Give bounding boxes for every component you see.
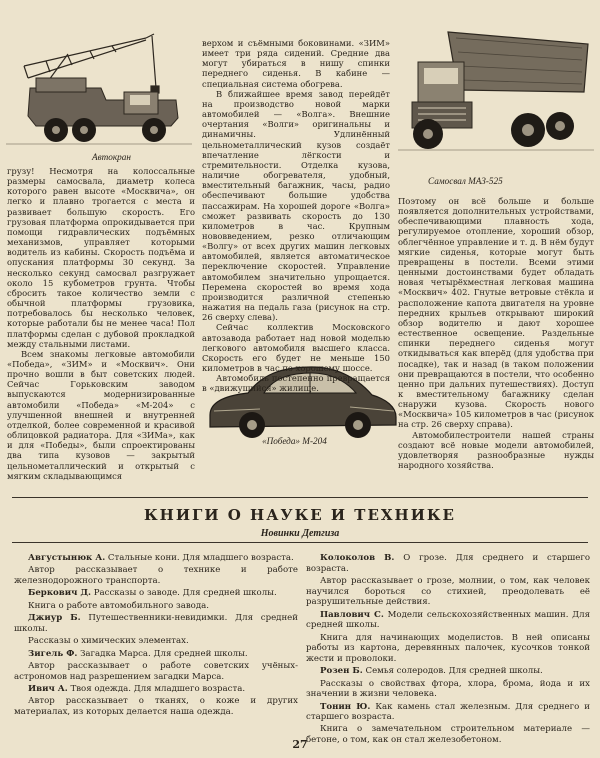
book-entry: Автор рассказывает о тканях, о коже и других материалах, из которых делается наша одежда.	[14, 696, 298, 717]
book-entry: Автор рассказывает о грозе, молнии, о том, как человек научился бороться со стихией, преодолевать её разрушительные действия.	[306, 575, 590, 608]
book-list-left	[14, 553, 298, 719]
paragraph: Всем знакомы легковые автомобили «Победа», «ЗИМ» и «Москвич». Они прочно вошли в быт советских людей. Сейчас Горьковским заводом выпускаются модернизированные автомобили «Победа» «М-204» с улучшенной внешней и внутренней отделкой, более современной и красивой облицовкой радиатора. Для «ЗИМа», как и для «Победы», были спроектированы два типа кузовов — закрытый цельнометаллический и открытый с мягким складывающимся	[7, 348, 195, 481]
paragraph: Автомобилестроители нашей страны создают всё новые модели автомобилей, удовлетворяя разнообразные нужды народного хозяйства.	[398, 429, 594, 471]
crane-illustration	[6, 26, 192, 171]
book-author: Павлович С.	[320, 609, 384, 620]
article-column-3	[398, 196, 594, 470]
article-column-1	[7, 166, 195, 481]
book-entry: Розен Б. Семья солеродов. Для средней школы.	[320, 666, 543, 677]
paragraph: Автомобиль постепенно превращается в «движущийся» жилище.	[202, 373, 390, 394]
book-entry: Колоколов В. О грозе. Для среднего и старшего возраста.	[306, 553, 590, 574]
pobeda-caption: «Победа» М-204	[262, 436, 327, 446]
book-author: Августынюк А.	[28, 553, 106, 563]
dumper-caption: Самосвал МАЗ-525	[428, 176, 503, 186]
paragraph: В ближайшее время завод перейдёт на производство новой марки автомобилей — «Волга». Внешние очертания «Волги» оригинальны и динамичны. Удлинённый цельнометаллический кузов создаёт впечатление лёгкости и стремительности. Отделка кузова, наличие обогревателя, удобный, вместительный багажник, часы, радио обеспечивают большие удобства пассажирам. На хорошей дороге «Волга» сможет развивать скорость до 130 километров в час. Крупным нововведением, резко отличающим «Волгу» от всех других машин легковых автомобилей, является автоматическое переключение скоростей. Управление автомобилем значительно упрощается. Перемена скоростей во время хода производится различной степенью нажатия на педаль газа (рисунок на стр. 26 сверху слева).	[202, 88, 390, 323]
book-entry: Автор рассказывает о технике и работе железнодорожного транспорта.	[14, 565, 298, 586]
book-author: Беркович Д.	[28, 588, 92, 599]
paragraph: Сейчас коллектив Московского автозавода работает над новой моделью легкового автомобиля высшего класса. Скорость его будет не меньше 150 километров в час по хорошему шоссе.	[202, 322, 390, 373]
page-number: 27	[292, 738, 308, 751]
paragraph: верхом и съёмными боковинами. «ЗИМ» имеет три ряда сидений. Средние два могут убираться в нишу спинки переднего сиденья. В кабине — специальная система обогрева.	[202, 38, 390, 89]
book-entry: Книга для начинающих моделистов. В ней описаны работы из картона, деревянных палочек, кусочков тонкой жести и проволоки.	[306, 632, 590, 664]
section-subtitle: Новинки Детгиза	[260, 528, 340, 539]
book-entry: Беркович Д. Рассказы о заводе. Для средней школы.	[28, 588, 277, 599]
paragraph: Поэтому он всё больше и больше появляется дополнительных устройствами, обеспечивающими плавность хода, регулируемое отопление, хороший обзор, облегчённое управление и т. д. В нём будут мягкие сиденья, которые могут быть превращены в постели. Всеми этими ценными достоинствами будет обладать новая четырёхместная легковая машина «Москвич» 402. Гнутые ветровые стёкла и расположение капота двигателя на уровне передних крыльев открывают широкий обзор водителю и дают хорошее естественное освещение. Раздельные спинки переднего сиденья могут откидываться как вперёд (для удобства при посадке), так и назад (в таком положении они превращаются в постели, что особенно ценно при дальних путешествиях). Доступ к вместительному багажнику сделан снаружи кузова. Скорость нового «Москвича» 105 километров в час (рисунок на стр. 26 сверху справа).	[398, 196, 594, 430]
book-author: Тонин Ю.	[320, 701, 371, 712]
article-column-2	[202, 38, 390, 393]
book-entry: Автор рассказывает о работе советских учёных-астрономов над разрешением загадки Марса.	[14, 660, 298, 682]
dump-truck-illustration	[398, 22, 594, 160]
book-entry: Августынюк А. Стальные кони. Для младшего возраста.	[28, 553, 294, 563]
book-author: Джиур Б.	[28, 613, 81, 624]
crane-caption: Автокран	[92, 152, 131, 162]
book-entry: Тонин Ю. Как камень стал железным. Для среднего и старшего возраста.	[306, 701, 590, 723]
book-author: Зигель Ф.	[28, 648, 78, 659]
book-entry: Павлович С. Модели сельскохозяйственных машин. Для средней школы.	[306, 609, 591, 631]
book-author: Ивич А.	[28, 683, 68, 694]
book-entry: Книга о замечательном строительном материале — бетоне, о том, как он стал железобетоном.	[306, 724, 590, 746]
section-title: КНИГИ О НАУКЕ И ТЕХНИКЕ	[144, 506, 456, 524]
book-entry: Рассказы о свойствах фтора, хлора, брома, йода и их значении в жизни человека.	[306, 678, 590, 700]
book-entry: Ивич А. Твоя одежда. Для младшего возраста.	[28, 683, 246, 694]
book-entry: Зигель Ф. Загадка Марса. Для средней школы.	[28, 648, 248, 659]
book-author: Колоколов В.	[320, 553, 395, 563]
book-entry: Джиур Б. Путешественники-невидимки. Для средней школы.	[14, 613, 298, 634]
book-entry: Книга о работе автомобильного завода.	[28, 600, 209, 611]
section-rule-bottom	[12, 542, 588, 543]
book-author: Розен Б.	[320, 666, 363, 677]
book-list-right	[306, 553, 590, 747]
paragraph: грузу! Несмотря на колоссальные размеры самосвала, диаметр колеса которого равен высоте «Москвича», он легко и плавно трогается с места и развивает большую скорость. Его грузовая платформа опрокидывается при помощи гидравлических подъёмных механизмов, управляет которыми водитель из кабины. Скорость подъёма и опускания платформы 30 секунд. За несколько секунд самосвал разгружает около 15 кубометров грунта. Чтобы сбросить такое количество земли с обычной платформы грузовика, потребовалось бы несколько человек, которые работали бы не менее часа! Пол платформы сделан с дубовой прокладкой между стальными листами.	[7, 166, 195, 349]
section-rule-top	[12, 497, 588, 498]
book-entry: Рассказы о химических элементах.	[28, 636, 189, 647]
